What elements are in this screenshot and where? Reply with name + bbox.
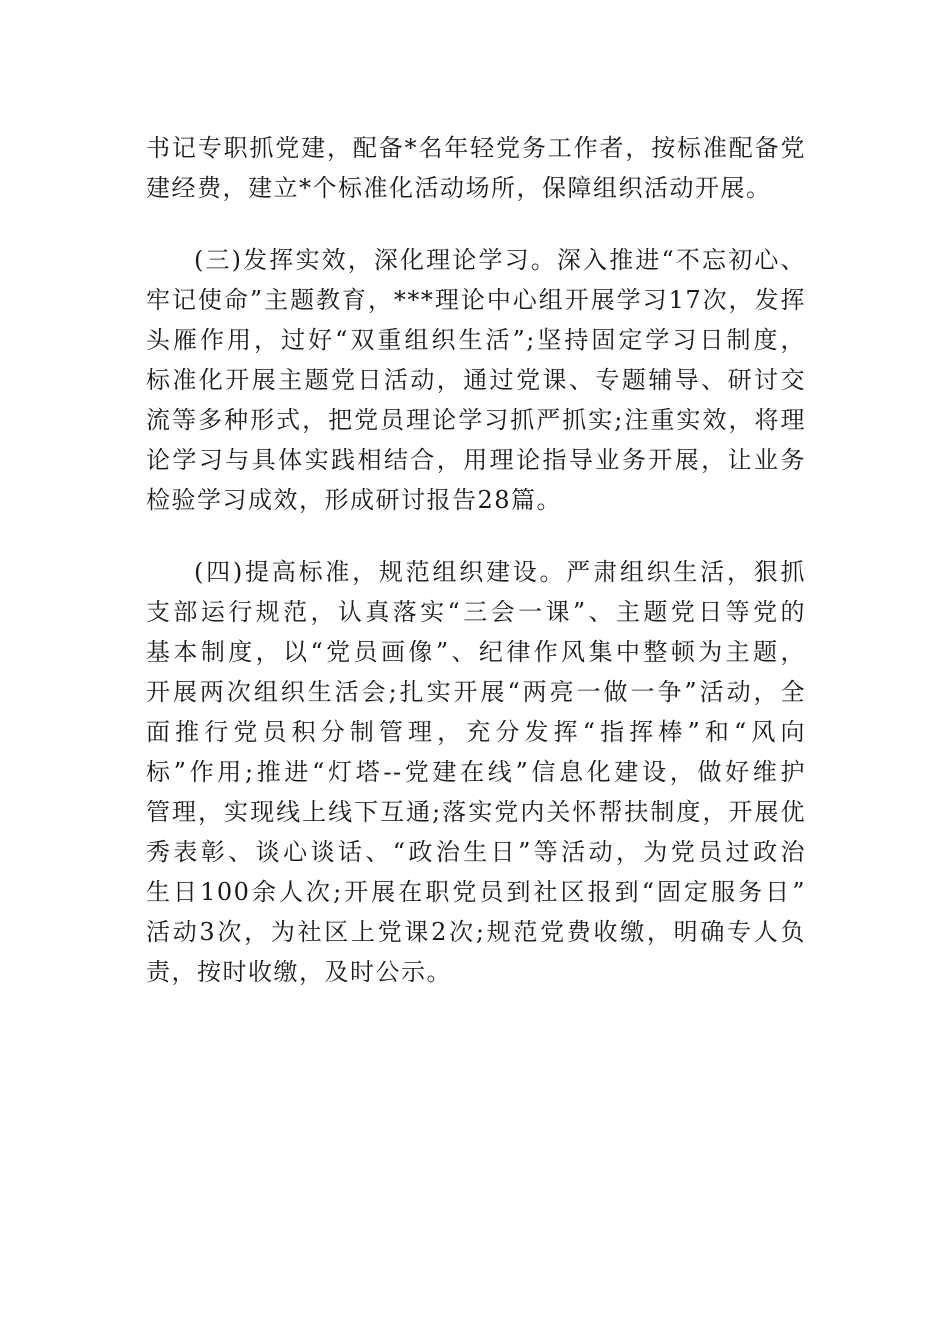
text-line: 标”作用;推进“灯塔--党建在线”信息化建设，做好维护	[146, 758, 806, 786]
text-line: 秀表彰、谈心谈话、“政治生日”等活动，为党员过政治	[146, 838, 806, 866]
text-line: (四)提高标准，规范组织建设。严肃组织生活，狠抓	[194, 558, 806, 586]
text-line: 建经费，建立*个标准化活动场所，保障组织活动开展。	[146, 174, 772, 202]
document-body	[146, 128, 806, 1024]
text-line: 头雁作用，过好“双重组织生活”;坚持固定学习日制度，	[146, 326, 806, 354]
text-line: 活动3次，为社区上党课2次;规范党费收缴，明确专人负	[146, 918, 806, 946]
text-line: 标准化开展主题党日活动，通过党课、专题辅导、研讨交	[146, 366, 806, 394]
text-line: 开展两次组织生活会;扎实开展“两亮一做一争”活动，全	[146, 678, 806, 706]
text-line: 面推行党员积分制管理，充分发挥“指挥棒”和“风向	[146, 718, 806, 746]
text-line: 书记专职抓党建，配备*名年轻党务工作者，按标准配备党	[146, 134, 806, 162]
text-line: 牢记使命”主题教育，***理论中心组开展学习17次，发挥	[146, 286, 806, 314]
text-line: 生日100余人次;开展在职党员到社区报到“固定服务日”	[146, 878, 806, 906]
text-line: 支部运行规范，认真落实“三会一课”、主题党日等党的	[146, 598, 806, 626]
paragraph-continuation	[146, 128, 806, 208]
text-line: 管理，实现线上线下互通;落实党内关怀帮扶制度，开展优	[146, 798, 806, 826]
text-line: (三)发挥实效，深化理论学习。深入推进“不忘初心、	[194, 246, 806, 274]
text-line: 基本制度，以“党员画像”、纪律作风集中整顿为主题，	[146, 638, 806, 666]
paragraph-theory-study	[146, 240, 806, 520]
text-line: 论学习与具体实践相结合，用理论指导业务开展，让业务	[146, 446, 806, 474]
text-line: 检验学习成效，形成研讨报告28篇。	[146, 486, 563, 514]
paragraph-organization-building	[146, 552, 806, 992]
text-line: 流等多种形式，把党员理论学习抓严抓实;注重实效，将理	[146, 406, 806, 434]
text-line: 责，按时收缴，及时公示。	[146, 958, 452, 986]
